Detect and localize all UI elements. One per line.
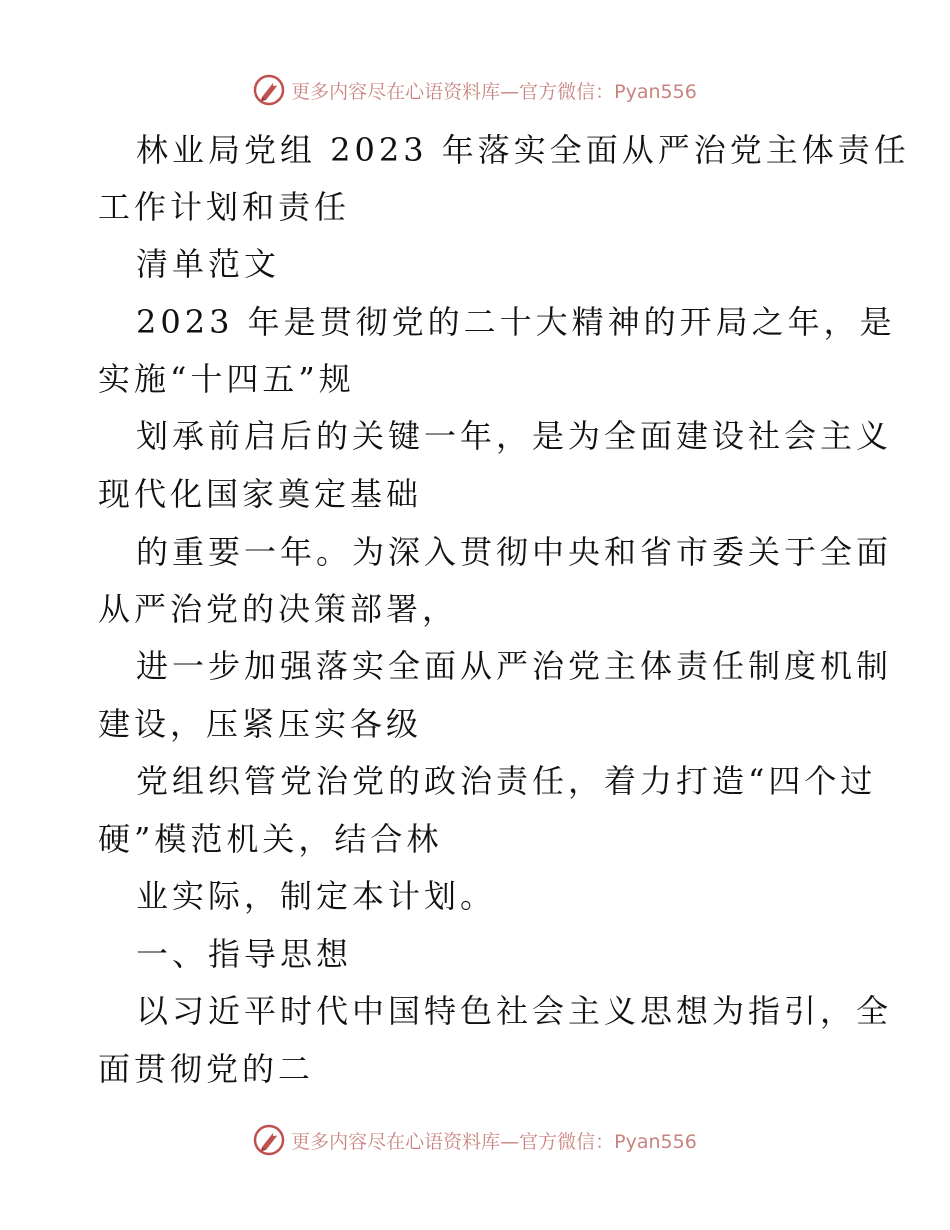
section-heading: 一、指导思想 xyxy=(136,935,353,973)
pen-logo-icon xyxy=(253,1124,285,1156)
paragraph-line: 2023 年是贯彻党的二十大精神的开局之年，是 xyxy=(136,303,896,341)
paragraph-line: 进一步加强落实全面从严治党主体责任制度机制 xyxy=(136,647,893,685)
paragraph-line: 从严治党的决策部署， xyxy=(98,590,459,628)
watermark-text: 更多内容尽在心语资料库—官方微信：Pyan556 xyxy=(291,80,697,103)
paragraph-line: 硬”模范机关，结合林 xyxy=(98,820,443,858)
paragraph-line: 以习近平时代中国特色社会主义思想为指引，全 xyxy=(136,992,893,1030)
document-title-line-3: 清单范文 xyxy=(136,245,281,283)
paragraph-line: 建设，压紧压实各级 xyxy=(98,705,423,743)
paragraph-line: 实施“十四五”规 xyxy=(98,360,355,398)
paragraph-line: 的重要一年。为深入贯彻中央和省市委关于全面 xyxy=(136,533,893,571)
paragraph-line: 现代化国家奠定基础 xyxy=(98,475,423,513)
document-title-line-1: 林业局党组 2023 年落实全面从严治党主体责任 xyxy=(136,131,910,169)
paragraph-line: 党组织管党治党的政治责任，着力打造“四个过 xyxy=(136,762,877,800)
paragraph-line: 面贯彻党的二 xyxy=(98,1050,315,1088)
pen-logo-icon xyxy=(253,74,285,106)
watermark-text: 更多内容尽在心语资料库—官方微信：Pyan556 xyxy=(291,1130,697,1153)
header-watermark xyxy=(0,72,950,108)
paragraph-line: 业实际，制定本计划。 xyxy=(136,877,497,915)
footer-watermark xyxy=(0,1122,950,1158)
paragraph-line: 划承前启后的关键一年，是为全面建设社会主义 xyxy=(136,417,893,455)
document-title-line-2: 工作计划和责任 xyxy=(98,188,351,226)
